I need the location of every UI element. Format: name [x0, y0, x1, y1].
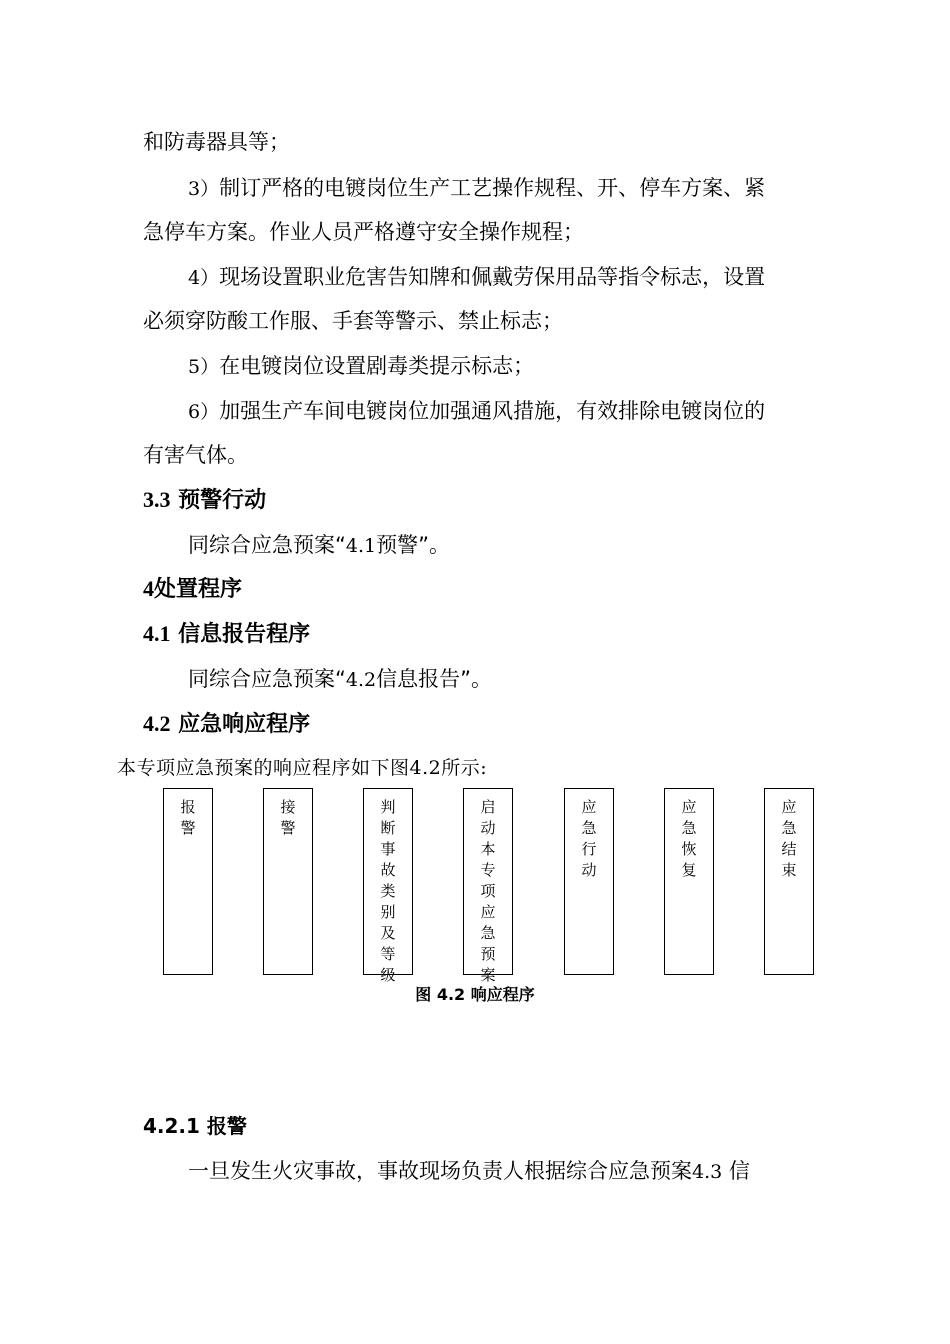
flow-step-label: 接警	[280, 798, 296, 837]
heading-title: 处置程序	[154, 577, 243, 602]
heading-number: 3.3	[143, 487, 171, 512]
caption-title: 响应程序	[470, 985, 535, 1004]
paragraph-text: 同综合应急预案“	[188, 533, 346, 557]
list-item	[188, 352, 534, 381]
heading-title: 预警行动	[178, 488, 267, 513]
paragraph-text: 和防毒器具等；	[143, 130, 290, 154]
caption-number: 4.2	[436, 985, 466, 1004]
flow-step-label: 应急行动	[581, 798, 597, 879]
caption-prefix: 图	[415, 985, 432, 1004]
flow-step-box	[363, 788, 413, 984]
paragraph-line	[188, 1157, 750, 1186]
section-heading-4-1	[143, 620, 310, 649]
flow-step-label: 应急结束	[781, 798, 797, 879]
paragraph-text: 一旦发生火灾事故，事故现场负责人根据综合应急预案	[188, 1159, 692, 1183]
heading-title: 信息报告程序	[178, 622, 311, 647]
list-item	[188, 263, 765, 292]
paragraph-text: 信	[722, 1159, 750, 1183]
flow-step-box	[564, 788, 614, 975]
flow-step-box	[163, 788, 213, 975]
flow-step-box	[263, 788, 313, 975]
list-text: 现场设置职业危害告知牌和佩戴劳保用品等指令标志，设置	[219, 265, 766, 289]
paragraph-text: 信息报告”。	[376, 667, 492, 691]
heading-number: 4.2.1	[143, 1114, 200, 1138]
list-number: 6）	[188, 401, 220, 423]
paragraph-line	[143, 307, 563, 335]
list-text: 制订严格的电镀岗位生产工艺操作规程、开、停车方案、紧	[219, 176, 766, 200]
reference-number: 4.2	[345, 669, 377, 691]
flow-step-box	[664, 788, 714, 975]
heading-title: 报警	[206, 1114, 247, 1138]
paragraph-line	[188, 531, 450, 560]
flow-step-label: 报警	[180, 798, 196, 837]
paragraph-line	[143, 441, 248, 469]
section-heading-4-2-1	[143, 1112, 247, 1140]
list-text-continued: 有害气体。	[143, 443, 248, 467]
flow-step-box	[764, 788, 814, 975]
flow-step-label: 应急恢复	[681, 798, 697, 879]
paragraph-line	[188, 665, 492, 694]
flow-step-box	[463, 788, 513, 984]
reference-number: 4.3	[692, 1161, 723, 1183]
flow-step-label: 启动本专项应急预案	[480, 798, 496, 984]
list-number: 3）	[188, 178, 220, 200]
section-heading-3-3	[143, 486, 266, 515]
list-text-continued: 必须穿防酸工作服、手套等警示、禁止标志；	[143, 309, 563, 333]
list-text-continued: 急停车方案。作业人员严格遵守安全操作规程；	[143, 220, 584, 244]
heading-number: 4.2	[143, 711, 171, 736]
list-number: 4）	[188, 267, 220, 289]
list-text: 加强生产车间电镀岗位加强通风措施，有效排除电镀岗位的	[219, 399, 766, 423]
flow-step-label: 判断事故类别及等级	[380, 798, 396, 984]
section-heading-4-2	[143, 710, 310, 739]
list-number: 5）	[188, 356, 220, 378]
heading-title: 应急响应程序	[178, 712, 311, 737]
paragraph-line	[143, 128, 290, 156]
list-item	[188, 397, 765, 426]
heading-number: 4	[143, 576, 154, 601]
heading-number: 4.1	[143, 621, 171, 646]
paragraph-text: 同综合应急预案“	[188, 667, 346, 691]
list-text: 在电镀岗位设置剧毒类提示标志；	[219, 354, 535, 378]
paragraph-line	[143, 218, 584, 246]
figure-intro: 本专项应急预案的响应程序如下图4.2所示:	[117, 757, 488, 779]
list-item	[188, 174, 765, 203]
paragraph-text: 预警”。	[376, 533, 450, 557]
figure-caption	[0, 984, 950, 1006]
reference-number: 4.1	[345, 535, 377, 557]
section-heading-4	[143, 575, 242, 604]
